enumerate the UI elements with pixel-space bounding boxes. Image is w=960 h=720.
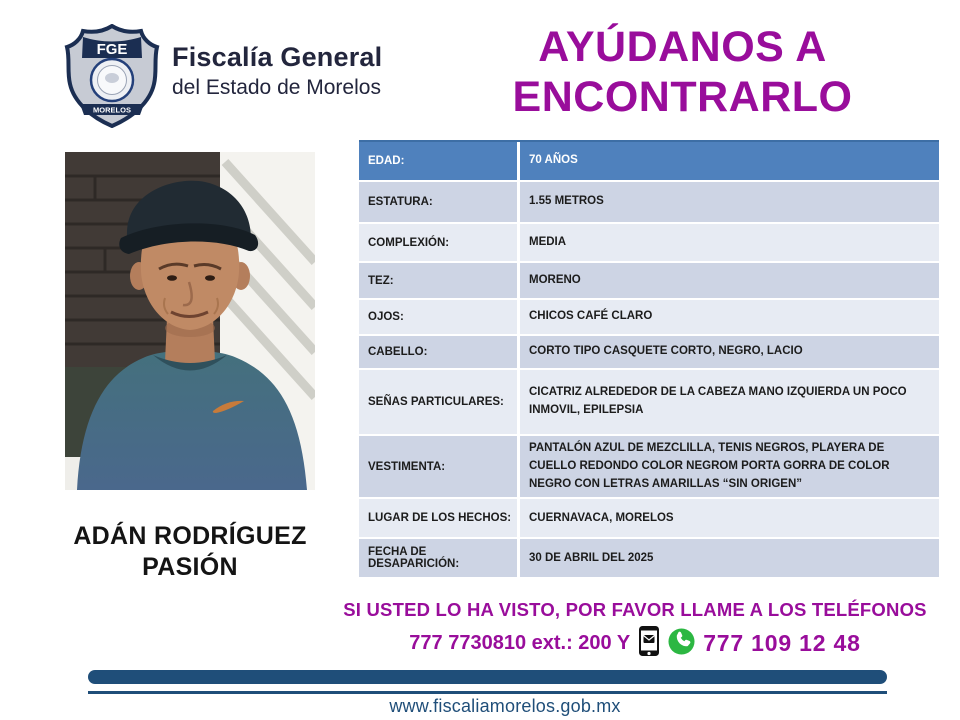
- table-row-value: MEDIA: [517, 224, 939, 261]
- table-row: [359, 182, 939, 224]
- contact-section: [315, 599, 955, 662]
- police-badge-icon: [62, 24, 162, 128]
- person-name: ADÁN RODRÍGUEZ PASIÓN: [73, 522, 307, 581]
- table-row-label: CABELLO:: [368, 346, 428, 358]
- whatsapp-icon: [668, 628, 695, 660]
- person-photo-illustration: [65, 152, 315, 490]
- table-row-label: COMPLEXIÓN:: [368, 236, 450, 249]
- badge-banner-label: MORELOS: [93, 105, 131, 115]
- table-row-value: CICATRIZ ALREDEDOR DE LA CABEZA MANO IZQUIERDA UN POCO INMOVIL, EPILEPSIA: [517, 370, 939, 434]
- table-row: [359, 300, 939, 336]
- office-phone-number: 777 7730810 ext.: 200 Y: [409, 632, 631, 654]
- org-name-line1: Fiscalía General: [172, 42, 383, 72]
- contact-message: SI USTED LO HA VISTO, POR FAVOR LLAME A LOS TELÉFONOS: [343, 599, 927, 620]
- table-row-label: VESTIMENTA:: [368, 460, 446, 473]
- table-row-label: ESTATURA:: [368, 196, 433, 208]
- table-row-value: CHICOS CAFÉ CLARO: [517, 300, 939, 334]
- missing-person-photo: [65, 152, 315, 490]
- org-name-line2: del Estado de Morelos: [172, 76, 381, 99]
- table-row: [359, 436, 939, 499]
- website-url: www.fiscaliamorelos.gob.mx: [389, 696, 621, 716]
- fge-badge-logo: [62, 24, 162, 128]
- table-row: [359, 336, 939, 370]
- table-row-value: MORENO: [517, 263, 939, 298]
- table-row: [359, 539, 939, 577]
- page-title-line1: AYÚDANOS A: [538, 23, 827, 71]
- table-row-label: OJOS:: [368, 311, 404, 323]
- table-row-label: TEZ:: [368, 274, 394, 287]
- page-title: [420, 22, 945, 123]
- person-info-table: [359, 140, 939, 577]
- footer-bar: [88, 670, 887, 684]
- table-row-value: CORTO TIPO CASQUETE CORTO, NEGRO, LACIO: [517, 336, 939, 368]
- table-row: [359, 263, 939, 300]
- table-row: [359, 370, 939, 436]
- table-row: [359, 499, 939, 539]
- page-title-line2: ENCONTRARLO: [512, 73, 853, 122]
- table-row: [359, 142, 939, 182]
- table-row-label: SEÑAS PARTICULARES:: [368, 396, 504, 408]
- badge-top-label: FGE: [96, 41, 128, 58]
- table-row-value: CUERNAVACA, MORELOS: [517, 499, 939, 537]
- org-name: [172, 42, 382, 100]
- contact-phones: [315, 625, 955, 662]
- table-row-label: FECHA DE DESAPARICIÓN:: [368, 546, 460, 571]
- whatsapp-phone-number: 777 109 12 48: [703, 630, 861, 656]
- table-row-value: 70 AÑOS: [517, 142, 939, 180]
- table-row-label: EDAD:: [368, 155, 405, 167]
- table-row: [359, 224, 939, 263]
- table-row-value: 30 DE ABRIL DEL 2025: [517, 539, 939, 577]
- table-row-value: 1.55 METROS: [517, 182, 939, 222]
- table-row-label: LUGAR DE LOS HECHOS:: [368, 512, 512, 525]
- smartphone-message-icon: [638, 625, 660, 662]
- table-row-value: PANTALÓN AZUL DE MEZCLILLA, TENIS NEGROS, PLAYERA DE CUELLO REDONDO COLOR NEGROM PORTA GORRA DE COLOR NEGRO CON LETRAS AMARILLAS “SIN ORIGEN”: [517, 436, 939, 497]
- footer-divider: [88, 691, 887, 694]
